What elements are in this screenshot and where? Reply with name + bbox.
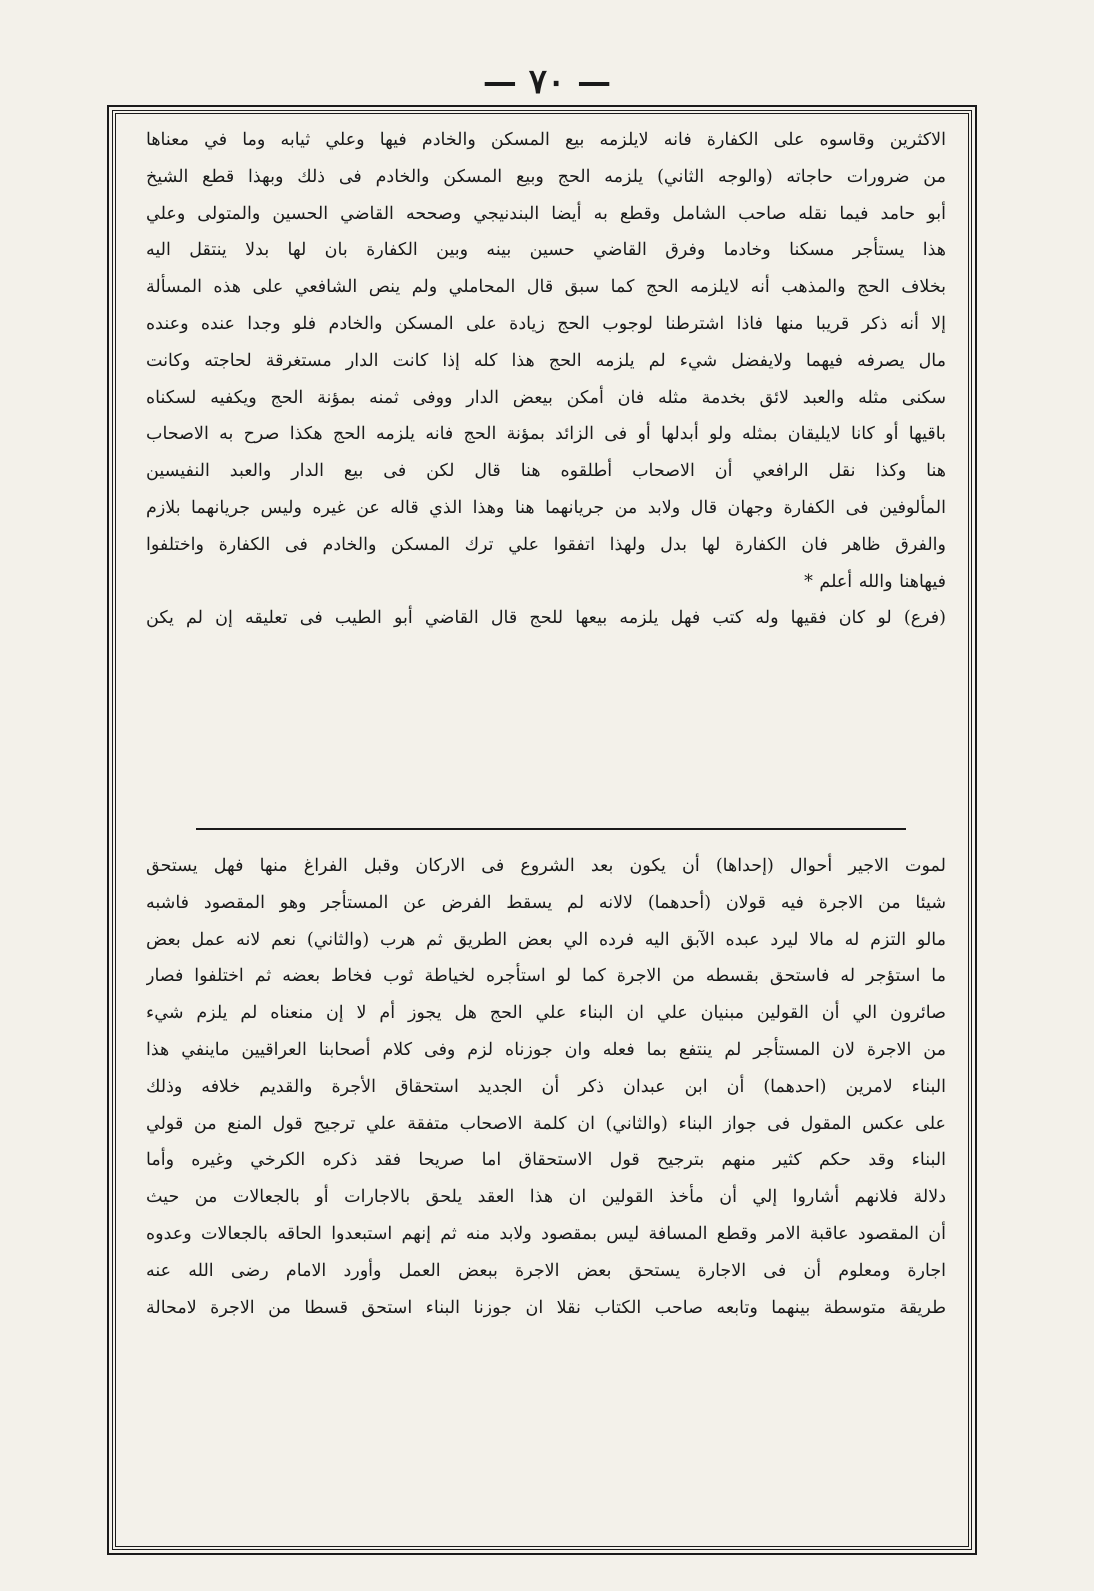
text-line: هنا وكذا نقل الرافعي أن الاصحاب أطلقوه هنا قال لكن فى بيع الدار والعبد النفيسين	[146, 461, 946, 482]
text-line: والفرق ظاهر فان الكفارة لها بدل ولهذا اتفقوا علي ترك المسكن والخادم فى الكفارة واختلفوا	[146, 534, 946, 555]
text-line: باقيها أو كانا لايليقان بمثله ولو أبدلها أو فى الزائد بمؤنة الحج فانه يلزمه الحج هكذا صرح به الاصحاب	[146, 424, 946, 445]
text-line: صائرون الي أن القولين مبنيان علي ان البناء علي الحج هل يجوز أم لا إن منعناه لم يلزم شيء	[146, 1003, 946, 1024]
text-line: إلا أنه ذكر قريبا منها فاذا اشترطنا لوجوب الحج زيادة على المسكن والخادم فلو وجدا عنده وعنده	[146, 313, 946, 334]
text-line: من الاجرة لان المستأجر لم ينتفع بما فعله وان جوزناه لزم وفى كلام أصحابنا العراقيين ماينفي هذا	[146, 1039, 946, 1060]
text-line: بخلاف الحج والمذهب أنه لايلزمه الحج كما سبق قال المحاملي ولم ينص الشافعي على هذه المسألة	[146, 277, 946, 298]
text-line: ما استؤجر له فاستحق بقسطه من الاجرة كما لو استأجره لخياطة ثوب فخاط بعضه ثم اختلفوا فصار	[146, 966, 946, 987]
text-line: دلالة فلانهم أشاروا إلي أن مأخذ القولين ان هذا العقد يلحق بالاجارات أو بالجعالات من حيث	[146, 1187, 946, 1208]
text-line: على عكس المقول فى جواز البناء (والثاني) ان كلمة الاصحاب متفقة علي ترجيح قول المنع من قولي	[146, 1113, 946, 1134]
text-line: المألوفين فى الكفارة وجهان قال ولابد من جريانهما هنا وهذا الذي قاله عن غيره وليس جريانهما بلازم	[146, 497, 946, 518]
text-line: البناء وقد حكم كثير منهم بترجيح قول الاستحقاق اما صريحا فقد ذكره الكرخي وغيره وأما	[146, 1150, 946, 1171]
text-line: فيهاهنا والله أعلم *	[804, 571, 946, 592]
page-number: — ٧٠ —	[482, 62, 612, 102]
text-line: مال يصرفه فيهما ولايفضل شيء لم يلزمه الحج هذا كله إذا كانت الدار مستغرقة لحاجته وكانت	[146, 350, 946, 371]
text-line: الاكثرين وقاسوه على الكفارة فانه لايلزمه بيع المسكن والخادم فيها وعلي ثيابه وما في معناها	[146, 130, 946, 150]
text-line: شيئا من الاجرة فيه قولان (أحدهما) لالانه لم يسقط الفرض عن المستأجر وهو المقصود فاشبه	[146, 892, 946, 913]
text-line: لموت الاجير أحوال (إحداها) أن يكون بعد الشروع فى الاركان وقبل الفراغ منها فهل يستحق	[146, 856, 946, 876]
text-line: أن المقصود عاقبة الامر وقطع المسافة ليس بمقصود ولابد منه ثم إنهم استبعدوا الحاقه بالجعالات وعدوه	[146, 1223, 946, 1244]
upper-text-block	[146, 122, 946, 637]
text-line: اجارة ومعلوم أن فى الاجارة يستحق بعض الاجرة ببعض العمل وأورد الامام رضى الله عنه	[146, 1260, 946, 1281]
section-separator	[196, 828, 906, 830]
text-line: البناء لامرين (احدهما) أن ابن عبدان ذكر أن الجديد استحقاق الأجرة والقديم خلافه وذلك	[146, 1076, 946, 1097]
text-line: سكنى مثله والعبد لائق بخدمة مثله فان أمكن بيعض الدار ووفى ثمنه بمؤنة الحج ويكفيه لسكناه	[146, 387, 946, 408]
text-line: (فرع) لو كان فقيها وله كتب فهل يلزمه بيعها للحج قال القاضي أبو الطيب فى تعليقه إن لم يكن	[146, 608, 946, 629]
text-line: من ضرورات حاجاته (والوجه الثاني) يلزمه الحج وبيع المسكن والخادم فى ذلك وبهذا قطع الشيخ	[146, 166, 946, 187]
text-line: مالو التزم له مالا ليرد عبده الآبق اليه فرده الي بعض الطريق ثم هرب (والثاني) نعم لانه عمل بعض	[146, 929, 946, 950]
text-line: أبو حامد فيما نقله صاحب الشامل وقطع به أيضا البندنيجي وصححه القاضي الحسين والمتولى وعلي	[146, 203, 946, 224]
text-line: طريقة متوسطة بينهما وتابعه صاحب الكتاب نقلا ان جوزنا البناء استحق قسطا من الاجرة لامحالة	[146, 1297, 946, 1318]
lower-text-block	[146, 848, 946, 1326]
text-line: هذا يستأجر مسكنا وخادما وفرق القاضي حسين بينه وبين الكفارة بان لها بدلا ينتقل اليه	[146, 240, 946, 261]
